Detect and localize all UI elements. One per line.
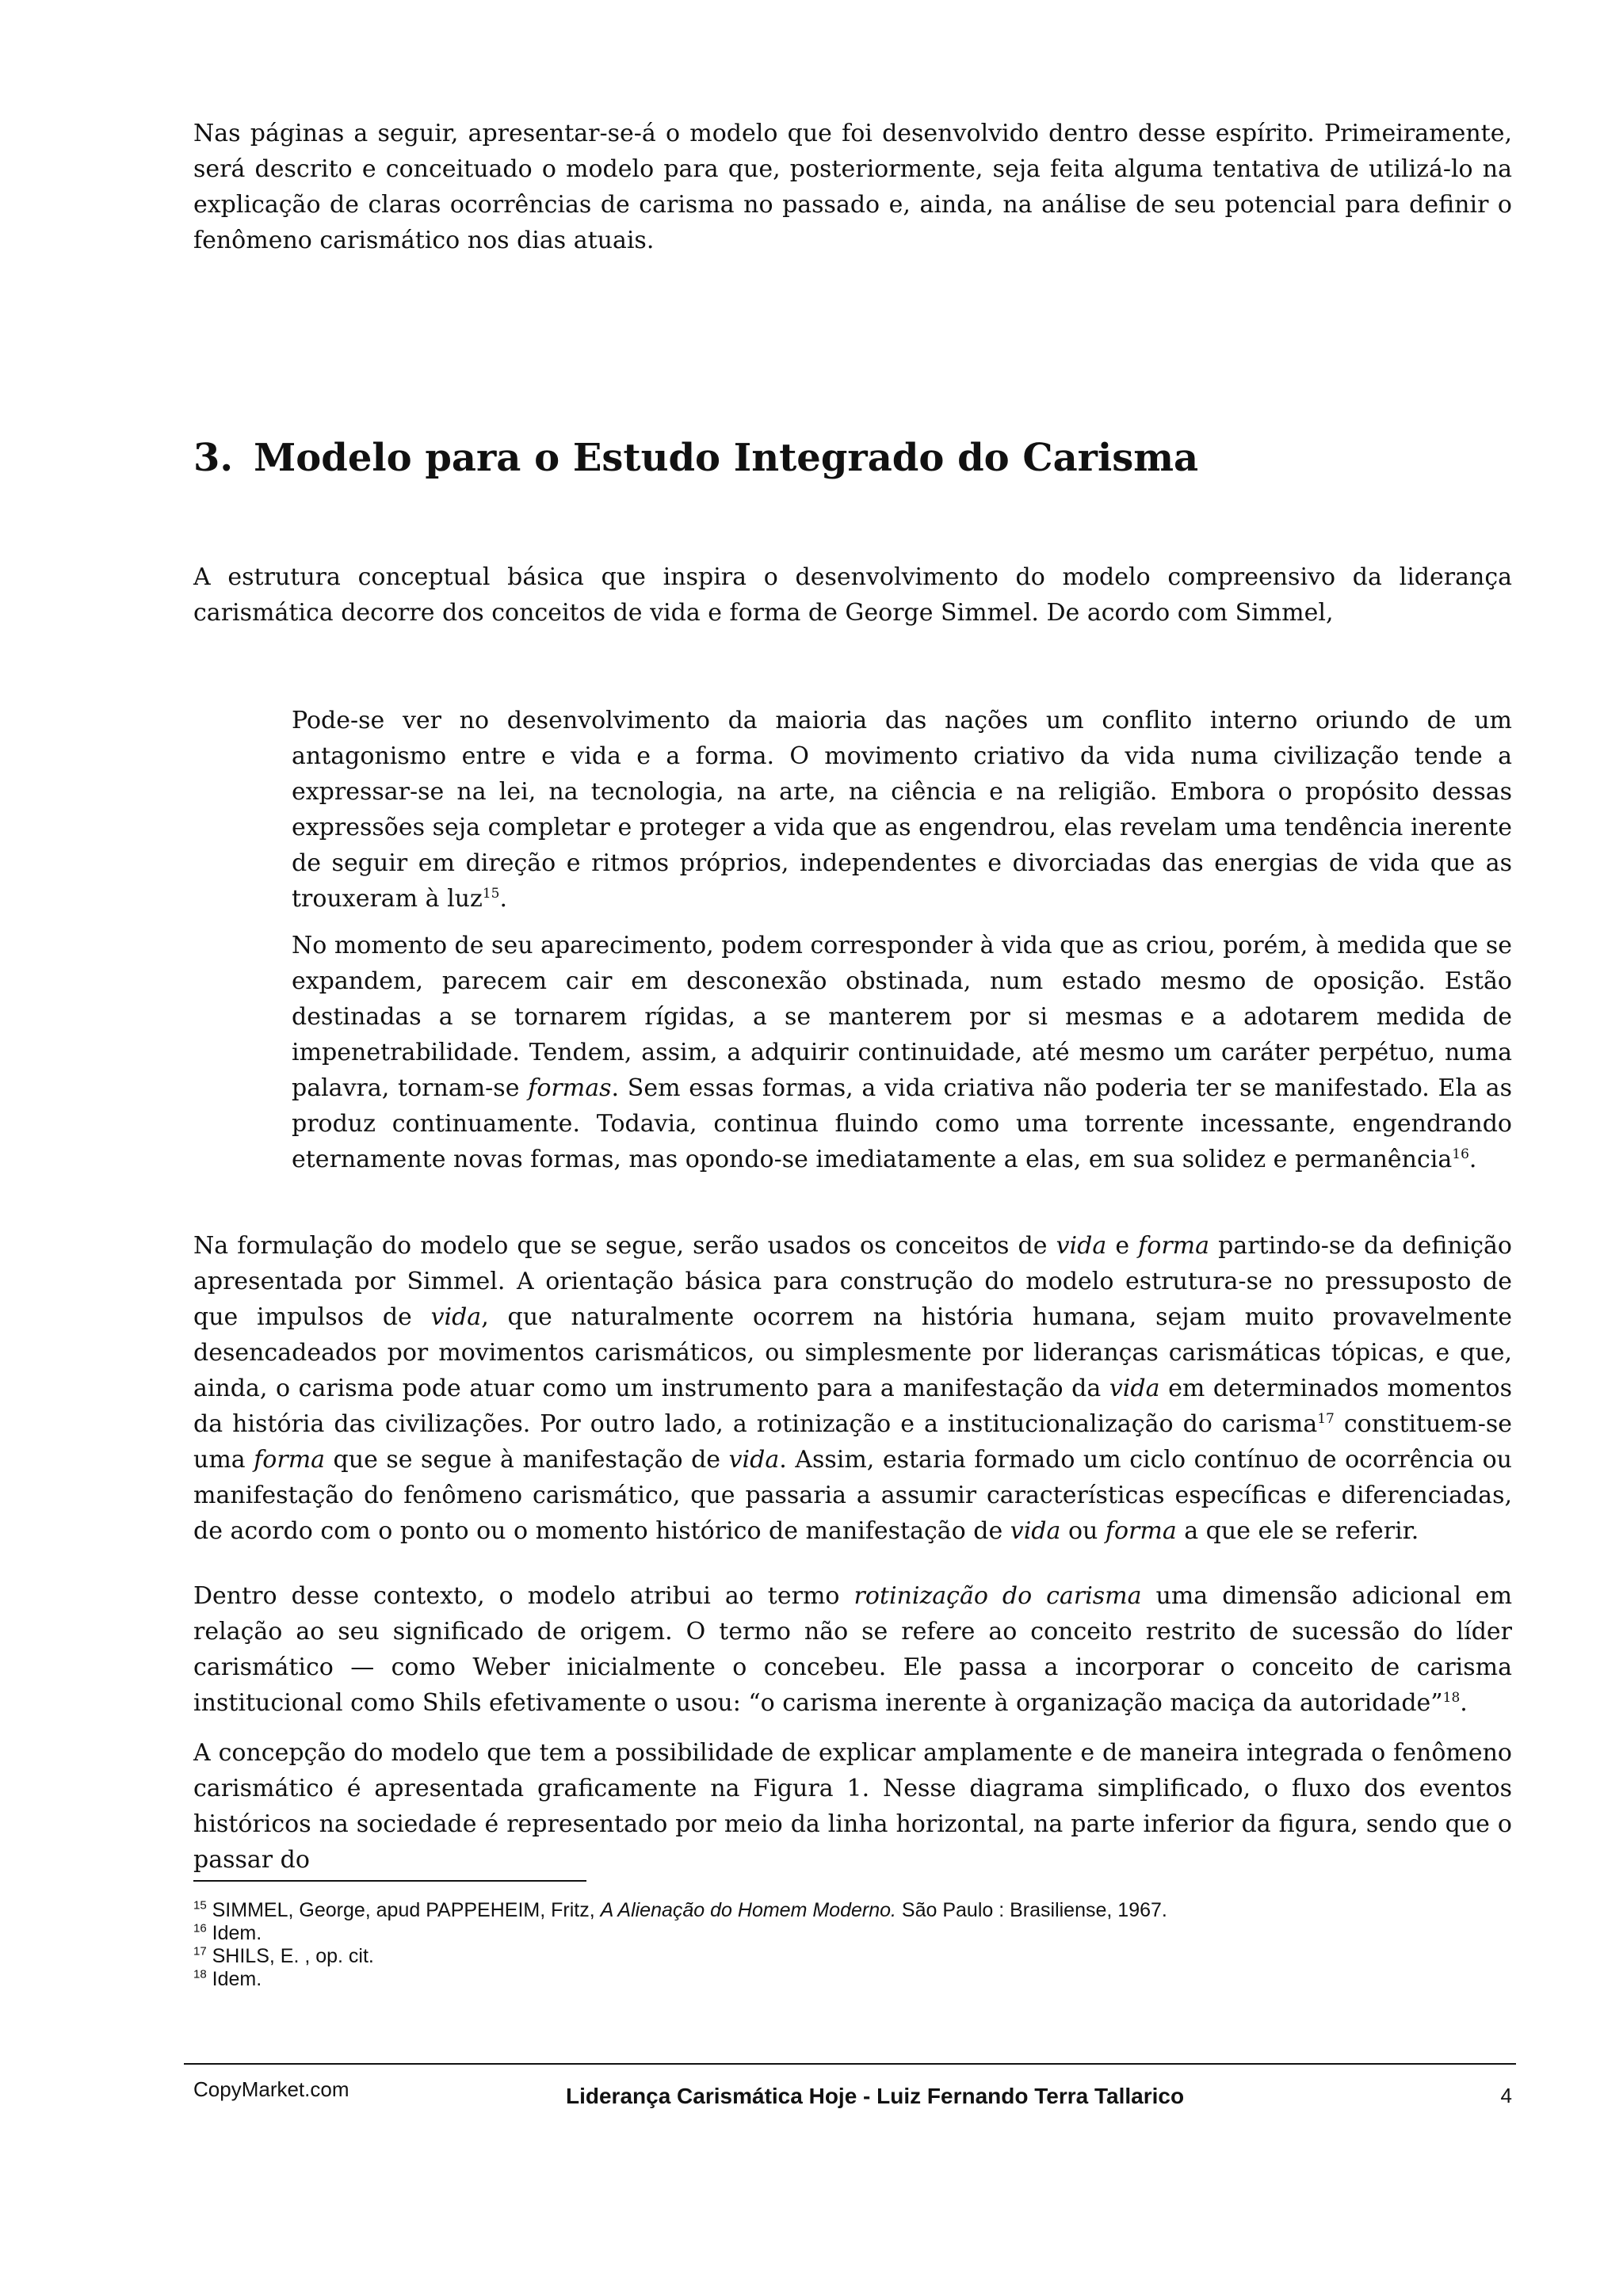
body-paragraph-3: A concepção do modelo que tem a possibilidade de explicar amplamente e de maneira integrada o fenômeno carismático é apresentada graficamente na Figura 1. Nesse diagrama simplificado, o fluxo dos eventos históricos na sociedade é representado por meio da linha horizontal, na parte inferior da figura, sendo que o passar do <box>193 1739 1512 1874</box>
page-number: 4 <box>1500 2084 1512 2107</box>
body-paragraph-2: Dentro desse contexto, o modelo atribui ao termo rotinização do carisma uma dimensão adicional em relação ao seu significado de origem. O termo não se refere ao conceito restrito de sucessão do líder carismático — como Weber inicialmente o concebeu. Ele passa a incorporar o conceito de carisma institucional como Shils efetivamente o usou: “o carisma inerente à organização maciça da autoridade”$^{18}$. <box>193 1582 1513 1717</box>
footnotes <box>193 1899 1461 1991</box>
footnote-ref-17: 17 <box>1317 1411 1335 1427</box>
footer-separator <box>184 2063 1516 2065</box>
footer-site: CopyMarket.com <box>193 2077 349 2101</box>
footnote-separator <box>193 1880 586 1882</box>
footnote-18: $^{18}$ Idem. <box>193 1967 262 1990</box>
section-paragraph: A estrutura conceptual básica que inspira o desenvolvimento do modelo compreensivo da liderança carismática decorre dos conceitos de vida e forma de George Simmel. De acordo com Simmel, <box>193 563 1512 627</box>
quote-paragraph-1: Pode-se ver no desenvolvimento da maioria das nações um conflito interno oriundo de um antagonismo entre e vida e a forma. O movimento criativo da vida numa civilização tende a expressar-se na lei, na tecnologia, na arte, na ciência e na religião. Embora o propósito dessas expressões seja completar e proteger a vida que as engendrou, elas revelam uma tendência inerente de seguir em direção e ritmos próprios, independentes e divorciadas das energias de vida que as trouxeram à luz$^{15}$. <box>292 707 1512 913</box>
section-heading <box>193 434 1198 482</box>
footnote-15: $^{15}$ SIMMEL, George, apud PAPPEHEIM, Fritz, A Alienação do Homem Moderno. São Paulo : Brasiliense, 1967. <box>193 1898 1167 1921</box>
section-number: 3. <box>193 436 234 480</box>
body-paragraph-1: Na formulação do modelo que se segue, serão usados os conceitos de vida e forma partindo-se da definição apresentada por Simmel. A orientação básica para construção do modelo estrutura-se no pressuposto de que impulsos de vida, que naturalmente ocorrem na história humana, sejam muito provavelmente desencadeados por movimentos carismáticos, ou simplesmente por lideranças carismáticas tópicas, e que, ainda, o carisma pode atuar como um instrumento para a manifestação da vida em determinados momentos da história das civilizações. Por outro lado, a rotinização e a institucionalização do carisma$^{17}$ constituem-se uma forma que se segue à manifestação de vida. Assim, estaria formado um ciclo contínuo de ocorrência ou manifestação do fenômeno carismático, que passaria a assumir características específicas e diferenciadas, de acordo com o ponto ou o momento histórico de manifestação de vida ou forma a que ele se referir. <box>193 1232 1512 1545</box>
section-title: Modelo para o Estudo Integrado do Carisma <box>254 436 1199 480</box>
quote-paragraph-2: No momento de seu aparecimento, podem corresponder à vida que as criou, porém, à medida que se expandem, parecem cair em desconexão obstinada, num estado mesmo de oposição. Estão destinadas a se tornarem rígidas, a se manterem por si mesmas e a adotarem medida de impenetrabilidade. Tendem, assim, a adquirir continuidade, até mesmo um caráter perpétuo, numa palavra, tornam-se formas. Sem essas formas, a vida criativa não poderia ter se manifestado. Ela as produz continuamente. Todavia, continua fluindo como uma torrente incessante, engendrando eternamente novas formas, mas opondo-se imediatamente a elas, em sua solidez e permanência$^{16}$. <box>292 932 1512 1173</box>
footer-book-title: Liderança Carismática Hoje - Luiz Fernando Terra Tallarico <box>566 2084 1185 2108</box>
block-quote <box>292 703 1512 1177</box>
page-footer <box>193 2077 1512 2109</box>
intro-paragraph: Nas páginas a seguir, apresentar-se-á o modelo que foi desenvolvido dentro desse espírito. Primeiramente, será descrito e conceituado o modelo para que, posteriormente, seja feita alguma tentativa de utilizá-lo na explicação de claras ocorrências de carisma no passado e, ainda, na análise de seu potencial para definir o fenômeno carismático nos dias atuais. <box>193 120 1512 254</box>
footnote-16: $^{16}$ Idem. <box>193 1921 262 1944</box>
footnote-17: $^{17}$ SHILS, E. , op. cit. <box>193 1944 374 1967</box>
footnote-ref-18: 18 <box>1442 1690 1461 1706</box>
footnote-ref-15: 15 <box>482 886 500 902</box>
footnote-ref-16: 16 <box>1452 1146 1469 1162</box>
